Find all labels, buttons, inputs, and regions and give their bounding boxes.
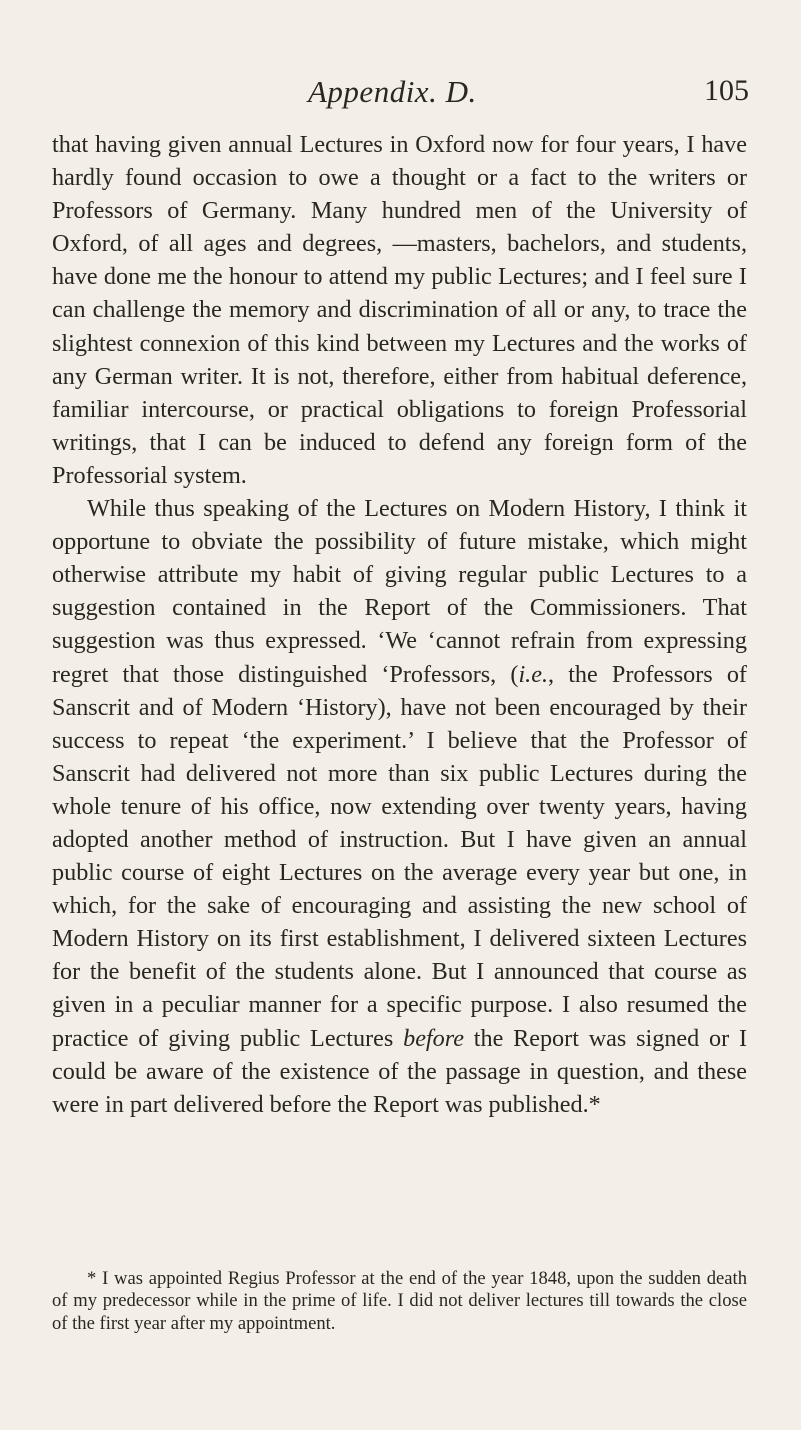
before-italic: before (403, 1024, 464, 1052)
paragraph-1: that having given annual Lectures in Oxford now for four years, I have hardly found occasion to owe a thought or a fact to the writers or Professors of Germany. Many hundred men of the University of Oxford, of all ages and degrees, —masters, bachelors, and students, have done me the honour to attend my public Lectures; and I feel sure I can challenge the memory and discrimination of all or any, to trace the slightest connexion of this kind between my Lectures and the works of any German writer. It is not, therefore, either from habitual deference, familiar intercourse, or practical obligations to foreign Professorial writings, that I can be induced to defend any foreign form of the Professorial system. (52, 131, 747, 489)
paragraph-2-part-a: While thus speaking of the Lectures on Modern History, I think it opportune to obviate the possibility of future mistake, which might otherwise attribute my habit of giving regular public Lectures to a suggestion contained in the Report of the Commissioners. That suggestion was thus expressed. ‘We ‘cannot refrain from expressing regret that those distinguished ‘Professors, ( (52, 495, 747, 688)
running-title: Appendix. D. (308, 74, 477, 109)
footnote (52, 1268, 747, 1335)
running-head (0, 74, 801, 114)
body-text (52, 128, 747, 1121)
paragraph-2-part-b: , the Professors of Sanscrit and of Modern ‘History), have not been encouraged by their success to repeat ‘the experiment.’ I believe that the Professor of Sanscrit had delivered not more than six public Lectures during the whole tenure of his office, now extending over twenty years, having adopted another method of instruction. But I have given an annual public course of eight Lectures on the average every year but one, in which, for the sake of encouraging and assisting the new school of Modern History on its first establishment, I delivered sixteen Lectures for the benefit of the students alone. But I announced that course as given in a peculiar manner for a specific purpose. I also resumed the practice of giving public Lectures (52, 660, 747, 1052)
page-number: 105 (704, 74, 749, 107)
ie-italic: i.e. (518, 660, 548, 688)
paragraph-2-part-c: the Report was signed or I could be aware of the existence of the passage in question, and these were in part delivered before the Report was published.* (52, 1024, 747, 1118)
paragraph-2 (52, 492, 747, 1121)
footnote-text: * I was appointed Regius Professor at the end of the year 1848, upon the sudden death of my predecessor while in the prime of life. I did not deliver lectures till towards the close of the first year after my appointment. (52, 1268, 747, 1334)
